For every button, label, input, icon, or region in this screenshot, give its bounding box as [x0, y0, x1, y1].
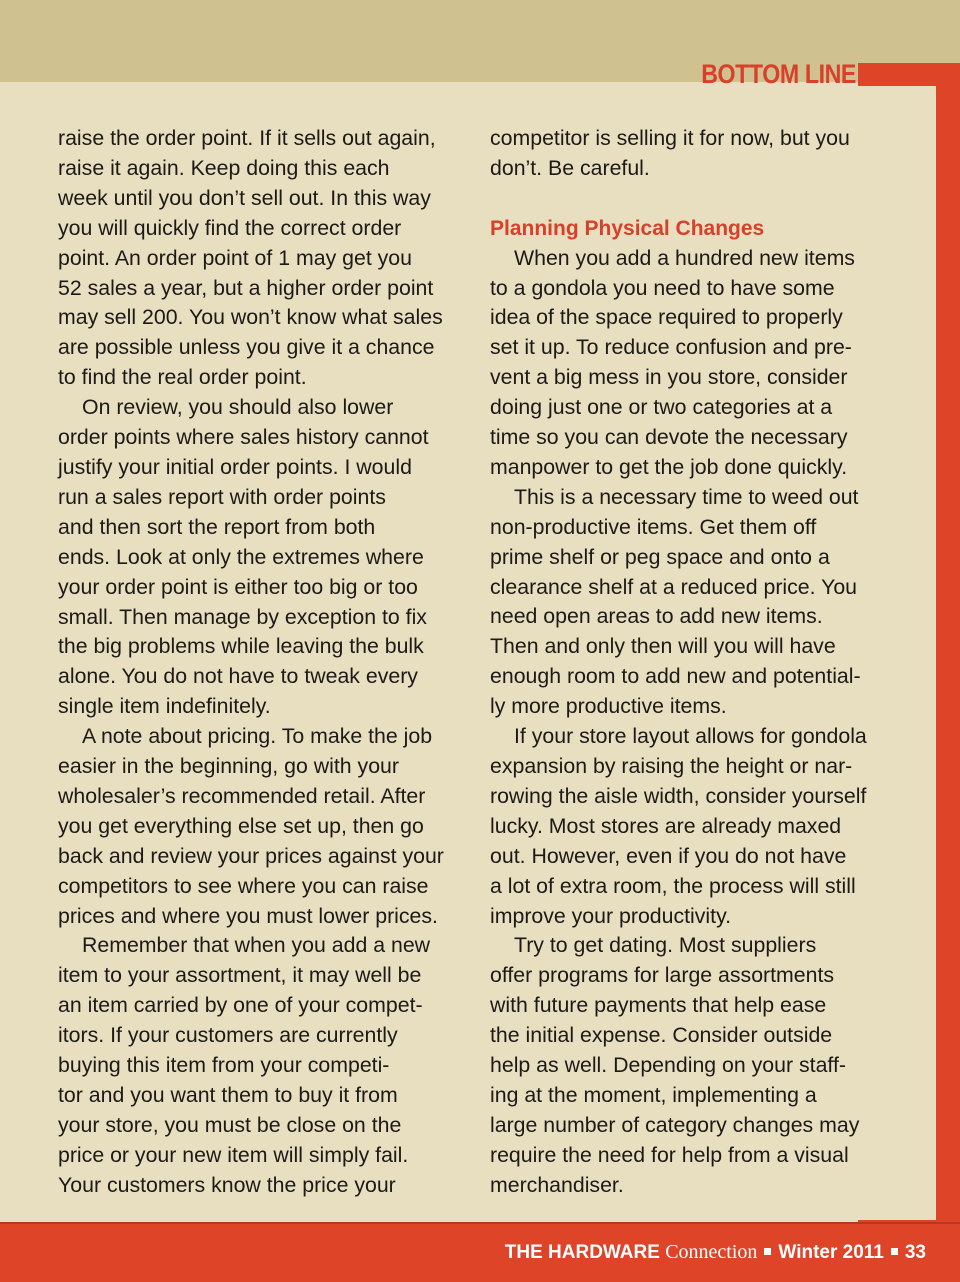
- text-line: This is a necessary time to weed out: [514, 484, 859, 509]
- text-line: itors. If your customers are currently: [58, 1023, 398, 1048]
- text-line: price or your new item will simply fail.: [58, 1142, 409, 1167]
- text-line: ends. Look at only the extremes where: [58, 544, 424, 569]
- text-line: you will quickly find the correct order: [58, 215, 402, 240]
- text-line: doing just one or two categories at a: [490, 395, 833, 420]
- text-line: your order point is either too big or too: [58, 574, 418, 599]
- text-line: raise it again. Keep doing this each: [58, 155, 390, 180]
- text-line: point. An order point of 1 may get you: [58, 245, 412, 270]
- text-line: item to your assortment, it may well be: [58, 963, 422, 988]
- text-line: your store, you must be close on the: [58, 1112, 402, 1137]
- text-line: On review, you should also lower: [82, 395, 394, 420]
- text-line: clearance shelf at a reduced price. You: [490, 574, 858, 599]
- text-line: buying this item from your competi-: [58, 1053, 390, 1078]
- text-line: ly more productive items.: [490, 694, 727, 719]
- text-line: lucky. Most stores are already maxed: [490, 813, 842, 838]
- text-line: A note about pricing. To make the job: [82, 724, 433, 749]
- footer: [0, 1222, 960, 1282]
- text-line: help as well. Depending on your staff-: [490, 1053, 846, 1078]
- text-line: run a sales report with order points: [58, 484, 386, 509]
- text-line: Your customers know the price your: [58, 1172, 396, 1197]
- text-line: may sell 200. You won’t know what sales: [58, 305, 443, 330]
- text-line: alone. You do not have to tweak every: [58, 664, 418, 689]
- text-line: you get everything else set up, then go: [58, 813, 424, 838]
- section-label: BOTTOM LINE: [701, 59, 856, 89]
- text-line: prices and where you must lower prices.: [58, 903, 438, 928]
- text-line: order points where sales history cannot: [58, 425, 429, 450]
- text-line: easier in the beginning, go with your: [58, 754, 399, 779]
- text-line: offer programs for large assortments: [490, 963, 835, 988]
- left-column: [58, 124, 478, 1201]
- text-line: the big problems while leaving the bulk: [58, 634, 424, 659]
- text-line: and then sort the report from both: [58, 514, 376, 539]
- text-line: tor and you want them to buy it from: [58, 1083, 398, 1107]
- text-line: ing at the moment, implementing a: [490, 1082, 817, 1107]
- separator-square-icon: [764, 1248, 771, 1255]
- page-number: 33: [904, 1242, 926, 1263]
- text-line: to find the real order point.: [58, 365, 307, 390]
- text-line: Then and only then will you will have: [490, 634, 836, 659]
- magazine-name-connection: Connection: [665, 1241, 758, 1263]
- text-line: idea of the space required to properly: [490, 305, 843, 330]
- text-line: Try to get dating. Most suppliers: [514, 933, 817, 958]
- right-column-body: [490, 244, 910, 1201]
- text-line: don’t. Be careful.: [490, 155, 650, 180]
- text-line: prime shelf or peg space and onto a: [490, 544, 830, 569]
- text-line: If your store layout allows for gondola: [514, 724, 867, 749]
- separator-square-icon: [891, 1248, 898, 1255]
- text-line: are possible unless you give it a chance: [58, 335, 435, 360]
- magazine-name: THE HARDWARE: [504, 1242, 660, 1263]
- text-line: back and review your prices against your: [58, 843, 444, 868]
- text-line: out. However, even if you do not have: [490, 843, 847, 868]
- footer-text: [505, 1241, 926, 1264]
- right-column-intro: [490, 124, 910, 184]
- text-line: single item indefinitely.: [58, 694, 271, 719]
- text-line: a lot of extra room, the process will still: [490, 873, 856, 898]
- text-line: Remember that when you add a new: [82, 933, 431, 958]
- text-line: the initial expense. Consider outside: [490, 1023, 833, 1048]
- text-line: improve your productivity.: [490, 903, 732, 928]
- text-line: merchandiser.: [490, 1172, 624, 1197]
- text-line: justify your initial order points. I would: [58, 454, 412, 479]
- right-column: [490, 124, 910, 1201]
- text-line: rowing the aisle width, consider yourself: [490, 783, 867, 808]
- text-line: time so you can devote the necessary: [490, 425, 848, 450]
- text-line: need open areas to add new items.: [490, 604, 823, 629]
- subheading: Planning Physical Changes: [490, 216, 765, 240]
- text-line: set it up. To reduce confusion and pre-: [490, 335, 852, 360]
- text-line: manpower to get the job done quickly.: [490, 454, 848, 479]
- text-line: with future payments that help ease: [490, 993, 827, 1018]
- text-line: When you add a hundred new items: [514, 245, 855, 270]
- text-line: expansion by raising the height or nar-: [490, 754, 853, 779]
- text-line: week until you don’t sell out. In this way: [58, 185, 431, 210]
- text-line: small. Then manage by exception to fix: [58, 604, 427, 629]
- text-line: enough room to add new and potential-: [490, 664, 861, 689]
- text-line: raise the order point. If it sells out again,: [58, 126, 436, 150]
- text-line: large number of category changes may: [490, 1112, 860, 1137]
- text-line: an item carried by one of your compet-: [58, 993, 423, 1018]
- text-line: competitors to see where you can raise: [58, 873, 429, 898]
- text-line: vent a big mess in you store, consider: [490, 365, 848, 390]
- text-line: require the need for help from a visual: [490, 1142, 849, 1167]
- issue-label: Winter 2011: [778, 1242, 884, 1263]
- text-line: to a gondola you need to have some: [490, 275, 835, 300]
- text-line: non-productive items. Get them off: [490, 514, 817, 539]
- text-line: competitor is selling it for now, but you: [490, 126, 850, 150]
- text-line: wholesaler’s recommended retail. After: [58, 783, 426, 808]
- text-line: 52 sales a year, but a higher order point: [58, 275, 434, 300]
